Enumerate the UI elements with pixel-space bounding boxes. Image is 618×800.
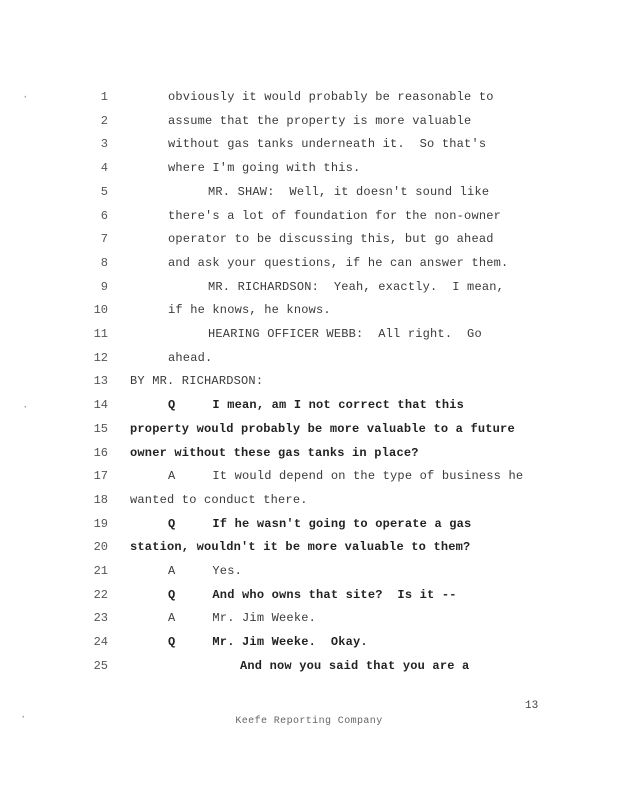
transcript-line xyxy=(0,419,618,439)
line-text: owner without these gas tanks in place? xyxy=(130,445,419,460)
transcript-line xyxy=(0,348,618,368)
line-number: 7 xyxy=(100,232,108,247)
transcript-line xyxy=(0,561,618,581)
margin-mark: · xyxy=(20,712,27,724)
transcript-line xyxy=(0,443,618,463)
line-number: 17 xyxy=(93,469,108,484)
line-text: A Mr. Jim Weeke. xyxy=(168,611,317,626)
transcript-line xyxy=(0,585,618,605)
line-number: 9 xyxy=(100,279,108,294)
line-number: 5 xyxy=(100,184,108,199)
line-text: where I'm going with this. xyxy=(168,161,361,176)
line-number: 16 xyxy=(93,445,108,460)
transcript-line xyxy=(0,253,618,273)
transcript-line xyxy=(0,490,618,510)
line-number: 12 xyxy=(93,350,108,365)
line-text: obviously it would probably be reasonable to xyxy=(168,90,494,104)
transcript-line xyxy=(0,182,618,202)
transcript-line xyxy=(0,656,618,676)
transcript-line xyxy=(0,229,618,249)
line-number: 20 xyxy=(93,540,108,555)
line-number: 14 xyxy=(93,398,108,413)
transcript-line xyxy=(0,514,618,534)
line-text: property would probably be more valuable to a future xyxy=(130,421,515,436)
line-text: wanted to conduct there. xyxy=(130,492,308,507)
line-number: 15 xyxy=(93,421,108,436)
line-text: ahead. xyxy=(168,350,213,365)
line-number: 10 xyxy=(93,303,108,318)
transcript-line xyxy=(0,111,618,131)
line-text: Q And who owns that site? Is it -- xyxy=(168,587,457,602)
line-text: and ask your questions, if he can answer them. xyxy=(168,255,509,270)
transcript-line xyxy=(0,277,618,297)
line-number: 3 xyxy=(100,137,108,152)
line-text: station, wouldn't it be more valuable to them? xyxy=(130,540,471,555)
transcript-line xyxy=(0,632,618,652)
transcript-line xyxy=(0,608,618,628)
line-text: A Yes. xyxy=(168,564,243,578)
line-number: 11 xyxy=(93,327,108,341)
line-text: And now you said that you are a xyxy=(240,658,470,673)
transcript-line xyxy=(0,134,618,154)
transcript-line xyxy=(0,371,618,391)
line-text: Q Mr. Jim Weeke. Okay. xyxy=(168,635,368,650)
line-text: if he knows, he knows. xyxy=(168,303,331,318)
line-number: 24 xyxy=(93,635,108,650)
line-number: 4 xyxy=(100,161,108,176)
line-text: MR. RICHARDSON: Yeah, exactly. I mean, xyxy=(208,279,505,294)
transcript-line xyxy=(0,324,618,344)
line-number: 6 xyxy=(100,208,108,223)
line-text: A It would depend on the type of business he xyxy=(168,469,524,484)
line-text: operator to be discussing this, but go ahead xyxy=(168,232,494,247)
line-text: HEARING OFFICER WEBB: All right. Go xyxy=(208,327,482,341)
line-number: 13 xyxy=(93,374,108,389)
line-number: 1 xyxy=(100,90,108,104)
line-text: MR. SHAW: Well, it doesn't sound like xyxy=(208,184,490,199)
line-number: 21 xyxy=(93,564,108,578)
transcript-line xyxy=(0,300,618,320)
line-number: 8 xyxy=(100,255,108,270)
margin-mark: · xyxy=(22,402,29,414)
transcript-line xyxy=(0,395,618,415)
line-number: 18 xyxy=(93,492,108,507)
line-number: 22 xyxy=(93,587,108,602)
line-number: 25 xyxy=(93,658,108,673)
footer-reporter: Keefe Reporting Company xyxy=(235,716,383,727)
line-text: without gas tanks underneath it. So that's xyxy=(168,137,487,152)
margin-mark: · xyxy=(22,92,29,104)
transcript-line xyxy=(0,466,618,486)
transcript-line xyxy=(0,87,618,107)
line-text: Q If he wasn't going to operate a gas xyxy=(168,516,472,531)
transcript-line xyxy=(0,206,618,226)
line-text: BY MR. RICHARDSON: xyxy=(130,374,264,389)
line-number: 2 xyxy=(100,113,108,128)
transcript-line xyxy=(0,537,618,557)
line-number: 19 xyxy=(93,516,108,531)
page-number: 13 xyxy=(525,700,539,712)
transcript-line xyxy=(0,158,618,178)
line-number: 23 xyxy=(93,611,108,626)
line-text: there's a lot of foundation for the non-owner xyxy=(168,208,502,223)
line-text: assume that the property is more valuable xyxy=(168,113,472,128)
line-text: Q I mean, am I not correct that this xyxy=(168,398,465,413)
